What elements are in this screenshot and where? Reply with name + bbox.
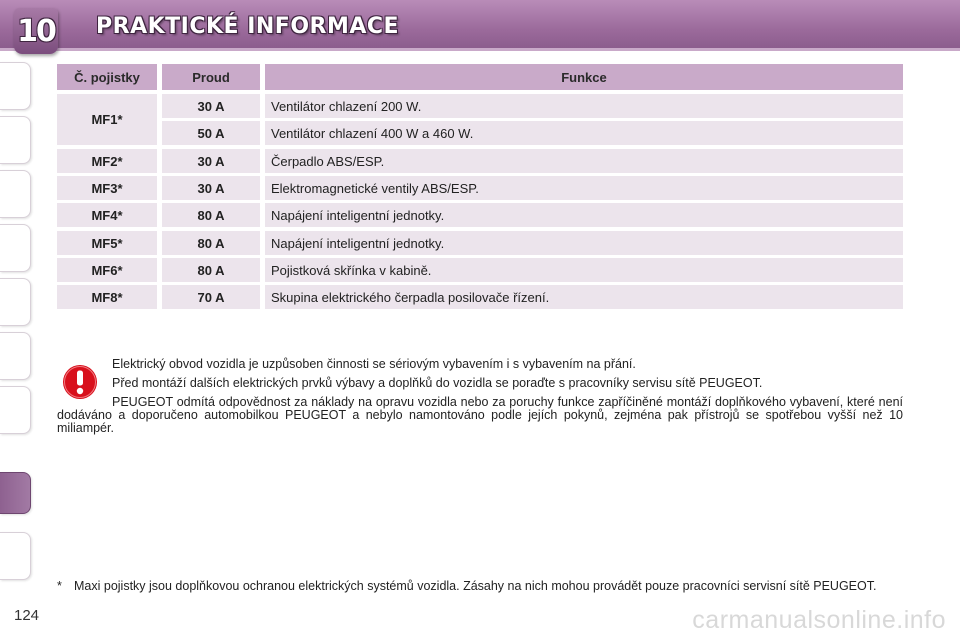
side-tab-3[interactable] <box>0 170 31 218</box>
footnote <box>57 580 903 593</box>
amp-cell: 80 A <box>162 203 260 227</box>
function-cell: Čerpadlo ABS/ESP. <box>265 149 903 173</box>
function-cell: Napájení inteligentní jednotky. <box>265 203 903 227</box>
amp-cell: 80 A <box>162 231 260 255</box>
amp-cell: 30 A <box>162 176 260 200</box>
footnote-marker: * <box>57 579 62 593</box>
fuse-cell: MF8* <box>57 285 157 309</box>
header-stripe <box>0 48 960 51</box>
amp-cell: 30 A <box>162 94 260 118</box>
amp-cell: 80 A <box>162 258 260 282</box>
warning-notes <box>57 358 903 441</box>
side-tab-active[interactable] <box>0 472 31 514</box>
side-tab-1[interactable] <box>0 62 31 110</box>
amp-cell: 70 A <box>162 285 260 309</box>
note-paragraph: Elektrický obvod vozidla je uzpůsoben činnosti se sériovým vybavením i s vybavením na přání. <box>112 357 636 371</box>
header-function: Funkce <box>265 64 903 90</box>
function-cell: Ventilátor chlazení 200 W. <box>265 94 903 118</box>
amp-cell: 30 A <box>162 149 260 173</box>
amp-cell: 50 A <box>162 121 260 145</box>
fuse-cell: MF4* <box>57 203 157 227</box>
fuse-cell: MF2* <box>57 149 157 173</box>
side-tab-9[interactable] <box>0 532 31 580</box>
side-tab-4[interactable] <box>0 224 31 272</box>
watermark: carmanualsonline.info <box>692 606 946 634</box>
page-number: 124 <box>14 607 40 624</box>
fuse-cell: MF5* <box>57 231 157 255</box>
side-tab-2[interactable] <box>0 116 31 164</box>
function-cell: Ventilátor chlazení 400 W a 460 W. <box>265 121 903 145</box>
note-paragraph: PEUGEOT odmítá odpovědnost za náklady na opravu vozidla nebo za poruchy funkce zapříčiněné montáží doplňkového vybavení, které není dodáváno a doporučeno automobilkou PEUGEOT a nebylo namontováno podle jejích pokynů, zejména pak přístrojů se spotřebou vyšší než 10 miliampér. <box>57 395 903 435</box>
fuse-cell: MF6* <box>57 258 157 282</box>
fuse-cell: MF1* <box>57 94 157 145</box>
function-cell: Napájení inteligentní jednotky. <box>265 231 903 255</box>
footnote-text: Maxi pojistky jsou doplňkovou ochranou elektrických systémů vozidla. Zásahy na nich mohou provádět pouze pracovníci servisní sítě PEUGEOT. <box>74 579 877 593</box>
note-paragraph: Před montáží dalších elektrických prvků výbavy a doplňků do vozidla se poraďte s pracovníky servisu sítě PEUGEOT. <box>112 376 763 390</box>
header-fuse-number: Č. pojistky <box>57 64 157 90</box>
side-tab-5[interactable] <box>0 278 31 326</box>
chapter-number: 10 <box>17 13 55 49</box>
side-tab-7[interactable] <box>0 386 31 434</box>
side-thumb-index <box>0 62 34 582</box>
function-cell: Skupina elektrického čerpadla posilovače řízení. <box>265 285 903 309</box>
function-cell: Elektromagnetické ventily ABS/ESP. <box>265 176 903 200</box>
side-tab-6[interactable] <box>0 332 31 380</box>
header-current: Proud <box>162 64 260 90</box>
fuse-cell: MF3* <box>57 176 157 200</box>
function-cell: Pojistková skřínka v kabině. <box>265 258 903 282</box>
page-title: PRAKTICKÉ INFORMACE <box>96 14 400 39</box>
